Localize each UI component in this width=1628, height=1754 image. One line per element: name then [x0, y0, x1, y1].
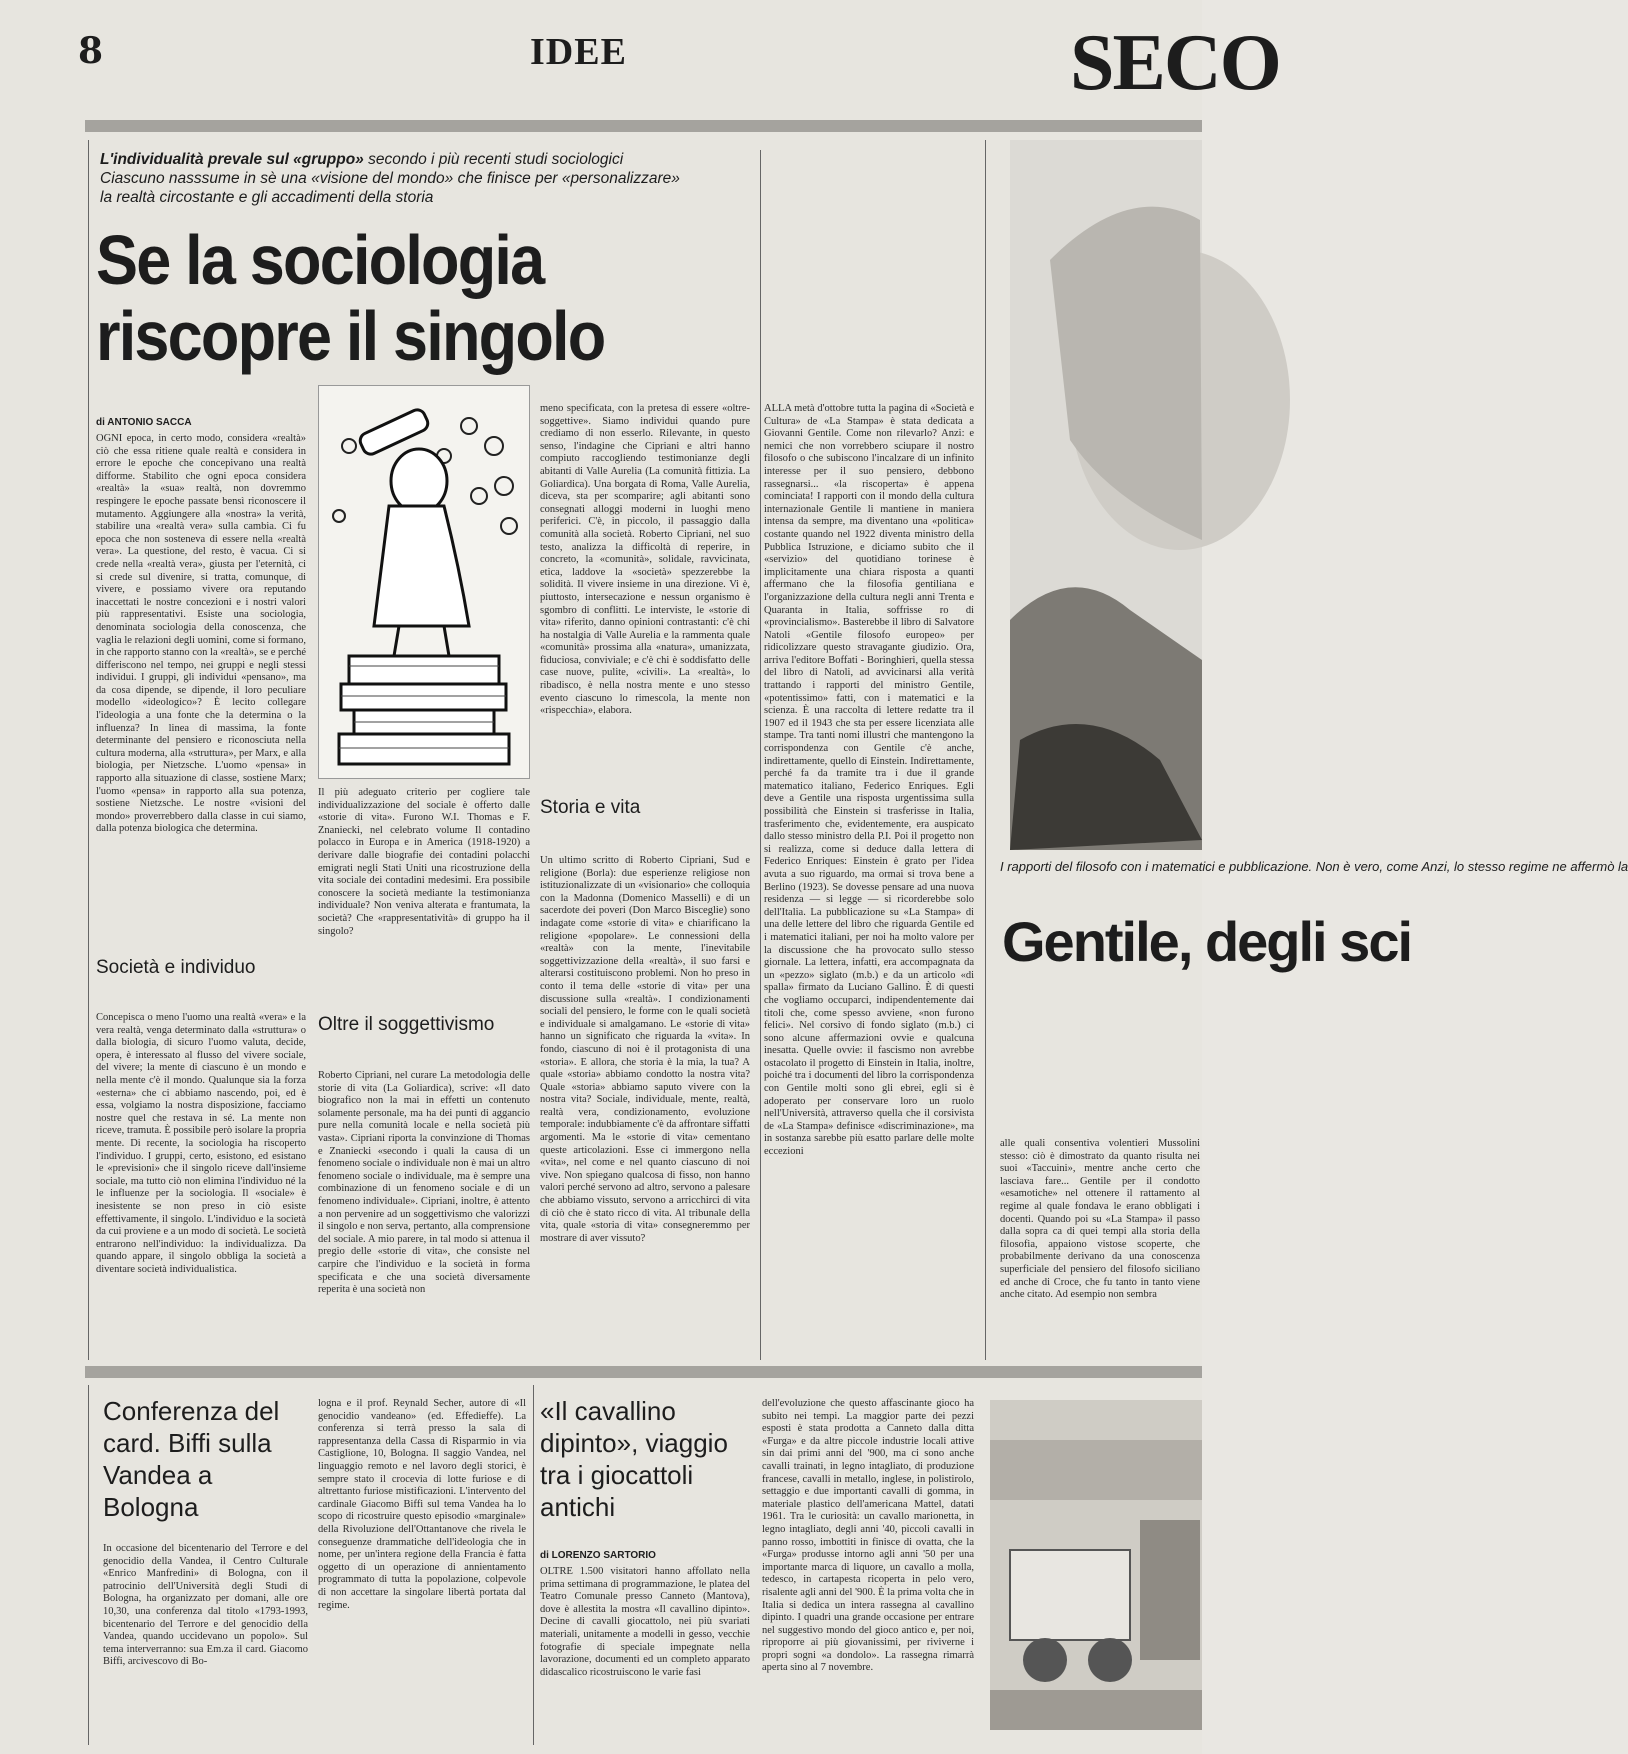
article-column-2b: Roberto Cipriani, nel curare La metodologia delle storie di vita (La Goliardica), scrive: «Il dato biografico non la mai in effetti un contenuto solamente personale, ma ha dei punti di aggancio pure nella comunità locale e nella società più vasta». Cipriani riporta la convinzione di Thomas e Znaniecki «secondo i quali la causa di un fenomeno sociale o individuale non è mai un altro fenomeno sociale o individuale, ma è sempre una combinazione di un fenomeno sociale e di un fenomeno individuale». Cipriani, inoltre, è attento a non pervenire ad un soggettivismo che valorizzi il singolo e non serva, pertanto, alla comprensione del sociale. A mio parere, in tal modo si attenua il pregio delle «storie di vita», che consiste nel carpire che l'individuo e la società in forma specificata e che una società diversamente reperita è una società non: [318, 1070, 530, 1296]
top-rule: [85, 120, 1202, 132]
cavallino-column-1: OLTRE 1.500 visitatori hanno affollato nella prima settimana di programmazione, le platea del Teatro Comunale presso Canneto (Mantova), dove è allestita la mostra «Il cavallino dipinto». Decine di cavalli giocattolo, nei più svariati materiali, unitamente a modelli in gesso, vecchie fotografie di speciale impegnate nella lavorazione, documenti ed un completo apparato didascalico ricostruiscono le varie fasi: [540, 1566, 750, 1678]
column-rule: [533, 1385, 534, 1745]
article-column-3b: Un ultimo scritto di Roberto Cipriani, Sud e religione (Borla): due esperienze religiose non istituzionalizzate di un «visionario» che colloquia con la Madonna (Domenico Masselli) e di un sacerdote dei poveri (Don Marco Bisceglie) sono indagate come «storie di vita» e chiarificano la religione «popolare». Le connessioni della «realtà» con la mente, l'inevitabile soggettivizzazione della «realtà», il suo farsi e alterarsi costituiscono problemi. Non ho preso in conto il tema delle «storie di vita» per una discussione sulla «realtà». I condizionamenti sociali del pensiero, le forme con le quali società e individuale si amalgamano. Le «storie di vita» hanno un significato che riguarda la «vita». In fondo, ciascuno di noi è il protagonista di una «storia». E allora, che storia è la mia, la tua? A quale «storia» abbiamo condotto la nostra vita? Quale «storia» abbiamo saputo vivere con la nostra vita? Sociale, individuale, mente, realtà, realtà vera, condizionamento, evoluzione temporale: indubbiamente c'è da affrontare siffatti argomenti. Ma le «storie di vita» cementano queste articolazioni. Esse ci immergono nella «vita», nel come e nel quanto ciascuno di noi vive. Non spiegano qualcosa di fisso, non hanno valori perché servono ad altro, servono a palesare che abbiamo vissuto, servono a arricchirci di vita di ciò che è stato ricco di vita. Al tribunale della vita, quale «storia di vita» consegneremmo per mostrare di aver vissuto?: [540, 855, 750, 1244]
cavallino-headline: «Il cavallino dipinto», viaggio tra i giocattoli antichi: [540, 1396, 728, 1522]
article-column-4: ALLA metà d'ottobre tutta la pagina di «Società e Cultura» de «La Stampa» è stata dedicata a Giovanni Gentile. Come non rilevarlo? Anzi: e nemici che non vorrebbero sciupare il nostro filosofo o che subiscono l'incalzare di un infinito interesse per il suo pensiero, debbono rassegnarsi... «la riscoperta» è appena cominciata! I rapporti con il mondo della cultura internazionale Gentile li mantiene in maniera intensa da sempre, ma diventano una «politica» costante quando nel 1922 diventa ministro della Pubblica Istruzione, e diciamo subito che il «servizio» del quotidiano torinese è implicitamente una chiara risposta a quanti affermano che la filosofia gentiliana e l'organizzazione della cultura negli anni Trenta e Quaranta in Italia, soffrisse ro di «provincialismo». Basterebbe il libro di Salvatore Natoli «Gentile filosofo europeo» per ridicolizzare questo stravagante giudizio. Ora, arriva l'editore Boffati - Boringhieri, quella stessa del libro di Natoli, ad avvicinarsi alla verità trattando i rapporti del ministro Gentile, «potentissimo» fatti, con i matematici e la scienza. È una raccolta di lettere redatte tra il 1907 ed il 1943 che sta per essere licenziata alle stampe. Tra tanti nomi illustri che mantengono la corrispondenza con Gentile c'è anche, indirettamente, quello di Einstein. Indirettamente, perché fa da tramite tra i due il grande matematico italiano, Federico Enriques. Egli deve a Gentile una risposta urgentissima sulla possibilità che Einstein si trasferisse in Italia, trasferimento che, evidentemente, era auspicato dallo stesso ministro della P.I. Poi il progetto non si realizza, come si deduce dalla lettera di Federico Enriques: Einstein è grato per l'idea avuta a suo riguardo, ma ormai si trova bene a Berlino (1923). Se dovesse pensare ad una nuova residenza — si legge — si ricorderebbe solo dell'Italia. La pubblicazione su «La Stampa» di una delle lettere del libro che riguarda Gentile ed i matematici italiani, per noi ha molto valore per la discussione che ha provocato sullo stesso giornale. La lettera, infatti, era accompagnata da un «pezzo» siglato (m.b.) e da un articolo «di spalla» firmato da Luciano Gallino. È di questi che vogliamo occuparci, indipendentemente dai titoli che, come spesso avviene, «non furono felici». Nel corsivo di fondo siglato (m.b.) ci sono alcune affermazioni ovvie e qualcuna inesatta. Quelle ovvie: il fascismo non avrebbe ostacolato il progetto di Einstein in Italia, inoltre, poiché tra i documenti del libro la corrispondenza con Gentile molti sono gli ebrei, egli si è adoperato per conservare loro un ruolo nell'Università, attraverso quella che il corsivista de «La Stampa» definisce «discriminazione», ma in sostanza sarebbe più esatto parlare delle molte eccezioni: [764, 403, 974, 1158]
cavallino-column-2: dell'evoluzione che questo affascinante gioco ha subito nei tempi. La maggior parte dei pezzi esposti è stata prodotta a Canneto dalla ditta «Furga» e da altre piccole industrie locali attive sin dai primi anni del '900, ma ci sono anche cavalli trainati, in legno intagliato, di produzione francese, cavalli in metallo, inglese, in polistirolo, settaggio e due importanti cavalli di gomma, in materiale plastico dell'americana Mattel, datati 1961. Tra le curiosità: un cavallo marionetta, in legno intagliato, degli anni '40, piccoli cavalli in panno rosso, imbottiti in finisce di ovatta, che la «Furga» produsse intorno agli anni '50 per una importante marca di liquore, un cavallo a molla, tedesco, in cartapesta ricoperta in pelo vero, risalente agli anni del '900. È la prima volta che in Italia si dedica un intera rassegna al cavallino dipinto. I quadri una grande occasione per entrare nel suggestivo mondo del gioco antico e, per noi, riproporre ai più giovanissimi, per riviverne i propri sogni «a dondolo». La rassegna rimarrà aperta sino al 7 novembre.: [762, 1398, 974, 1674]
illustration: [318, 385, 530, 779]
masthead: SECO: [1070, 19, 1280, 107]
column-rule: [88, 140, 89, 1360]
portrait-image: [1010, 140, 1202, 850]
column-rule: [88, 1385, 89, 1745]
cavallino-byline: di LORENZO SARTORIO: [540, 1550, 656, 1561]
subheading-societa: Società e individuo: [96, 957, 256, 978]
biffi-column-2: logna e il prof. Reynald Secher, autore di «Il genocidio vandeano» (ed. Effedieffe). La conferenza si terrà presso la sala di rappresentanza della Cassa di Risparmio in via Castiglione, 10, Bologna. Il saggio Vandea, nel linguaggio remoto e nel lavoro degli storici, è sempre stato il crocevia di lotte furiose e di altrettanto furiose mistificazioni. L'intervento del cardinale Giacomo Biffi sul tema Vandea ha lo scopo di ricostruire questo episodio «marginale» della Rivoluzione dell'Ottantanove che rivela le conseguenze drammatiche dell'ideologia che in nome, per un'intera regione della Francia è fatta oggetto di un operazione di annientamento programmato di tutta la popolazione, colpevole di non accettare la singolare libertà portata dal regime.: [318, 1398, 526, 1611]
biffi-column-1: In occasione del bicentenario del Terrore e del genocidio della Vandea, il Centro Culturale «Enrico Manfredini» di Bologna, con il patrocinio dell'Università degli Studi di Bologna, ha organizzato per domani, alle ore 10,30, una conferenza dal titolo «1793-1993, bicentenario del Terrore e del genocidio della Vandea, quando uccidevano un popolo». Sul tema interverranno: sua Em.za il card. Giacomo Biffi, arcivescovo di Bo-: [103, 1543, 308, 1668]
article-column-1b: Concepisca o meno l'uomo una realtà «vera» e la vera realtà, venga determinato dalla «struttura» o dalla biologia, di sicuro l'uomo valuta, decide, opera, è interessato al flusso del vivere sociale, del vivere; la mente di ciascuno è un mondo e nella mente c'è il mondo. Qualunque sia la forza «esterna» che ci abbiamo nascendo, poi, ed è essa, volgiamo la nostra disposizione, facciamo nostre quel che restava in sé. La mente non riceve, tramuta. È possibile però isolare la propria mente. Di recente, la sociologia ha riscoperto l'individuo. I gruppi, certo, esistono, ed esistano le «previsioni» che il singolo riceve dall'insieme sociale, ma tutto ciò non elimina l'individuo né la le influenze per la sociologia. Il «sociale» è inesistente se non preso in ciò esiste effettivamente, il singolo. L'individuo e la società da cui proviene e a un modo di società. Le società entrarono nell'individuo: la individualizza. Da quando appare, il singolo obbliga la società a diventare società individualistica.: [96, 1012, 306, 1275]
byline: di ANTONIO SACCA: [96, 417, 192, 428]
article-column-2a: Il più adeguato criterio per cogliere tale individualizzazione del sociale è offerto dalle «storie di vita». Furono W.I. Thomas e F. Znaniecki, nel celebrato volume Il contadino polacco in Europa e in America (1918-1920) a derivare dalle biografie dei contadini polacchi emigrati negli Stati Uniti una ricostruzione della vita sociale dei contadini medesimi. Era possibile conoscere la società mediante la testimonianza individuale? Non veniva alterata e frantumata, la società? Che «rappresentatività» di gruppo ha il singolo?: [318, 787, 530, 937]
portrait-photo: [1010, 140, 1202, 850]
kicker: L'individualità prevale sul «gruppo» secondo i più recenti studi sociologici Ciascuno nasssume in sè una «visione del mondo» che finisce per «personalizzare» la realtà circostante e gli accadimenti della storia: [100, 151, 680, 206]
toy-photo: [990, 1400, 1202, 1730]
toy-image: [990, 1400, 1202, 1730]
article-column-1a: OGNI epoca, in certo modo, considera «realtà» ciò che essa ritiene quale realtà e considera in errore le epoche che concepivano una realtà difforme. Stabilito che ogni epoca considera «realtà» la «sua» realtà, non dovremmo respingere le epoche passate bensì riconoscere il mutamento. Aggiungere alla «nostra» la verità, stabilire una «realtà vera» sulla cambia. Ci fu epoca che non sosteneva di essere nella «realtà vera». La questione, del resto, è vacua. Ci si crede nella «realtà vera», giusta per l'eternità, ci si crede sul divenire, si tratta, comunque, di vivere, e possiamo vivere ora reputando inaccettati le nostre concezioni e i nostri valori più rappresentativi. Esiste una sociologia, denominata sociologia della conoscenza, che vaglia le relazioni degli uomini, come si formano, in che rapporto stanno con la «realtà», se e perché differiscono nel tempo, nei gruppi e negli stessi individui. I gruppi, gli individui «pensano», ma da cosa dipende, se dipende, il loro peculiare modello «ideologico»? È lecito collegare l'ideologia a una fonte che la determina o la influenza? In linea di massima, la fonte determinante del pensiero e riconosciuta nella cultura moderna, alla «struttura», per Marx, e alla biologia, per Nietzsche. L'uomo «pensa» in rapporto alla situazione di classe, sostiene Marx; l'uomo «pensa» in rapporto alla sua potenza, sostiene Nietzsche. Le nostre «visioni del mondo» proverrebbero dalla classe in cui siamo, dalla potenza biologica che determina.: [96, 433, 306, 835]
column-rule: [760, 150, 761, 1360]
astronomer-illustration: [319, 386, 529, 778]
article-column-3a: meno specificata, con la pretesa di essere «oltre-soggettive». Siamo individui quando pure crediamo di non esserlo. Rilevante, in questo senso, l'indagine che Cipriani e altri hanno compiuto raccogliendo testimonianze degli abitanti di Valle Aurelia (La comunità fittizia. La Goliardica). Una borgata di Roma, Valle Aurelia, diceva, sta per scomparire; agli abitanti sono consegnati alloggi moderni in luoghi meno periferici. C'è, in piccolo, il passaggio dalla comunità alla società. Roberto Cipriani, nel suo testo, analizza la difficoltà di reperire, in concreto, la «comunità», solidale, ravvicinata, etica, laddove la «società» spezzerebbe la solidità. Il vivere insieme in una direzione. Vi è, piuttosto, intersecazione e nessun organismo è sgombro di conflitti. Le interviste, le «storie di vita» riferito, danno opinioni contrastanti: c'è chi ha nostalgia di Valle Aurelia e la rammenta quale «comunità» prossima alla «natura», umanizzata, fiduciosa, conviviale; e c'è chi è soddisfatto delle case nuove, pulite, «civili». La «realtà», lo ribadisco, è nella nostra mente e uno stesso evento ciascuno lo rimescola, la mente non «rispecchia», elabora.: [540, 403, 750, 717]
middle-rule: [85, 1366, 1202, 1378]
biffi-headline: Conferenza del card. Biffi sulla Vandea a Bologna: [103, 1396, 280, 1522]
page-number: 8: [78, 30, 104, 72]
section-title: IDEE: [530, 31, 627, 73]
gentile-headline: Gentile, degli sci: [1002, 910, 1412, 973]
subheading-storia: Storia e vita: [540, 797, 641, 818]
article-column-5: alle quali consentiva volentieri Mussolini stesso: ciò è dimostrato da quanto risulta nei suoi «Taccuini», mentre anche certo che lasciava fare... Gentile per il condotto «esamotiche» nel ottenere il rattamento al regime al quale fondava le erano obbligati i docenti. Quando poi su «La Stampa» il passo dalla sopra ca di quei tempi alla storia della filosofia, appaiono vistose scoperte, che probabilmente derivano da una conoscenza superficiale del pensiero del filosofo siciliano ed anche di Croce, che fu tanto in tanto viene anche citato. Ad esempio non sembra: [1000, 1138, 1200, 1301]
headline: Se la sociologia riscopre il singolo: [96, 221, 605, 375]
column-rule: [985, 140, 986, 1360]
subheading-oltre: Oltre il soggettivismo: [318, 1014, 495, 1035]
photo-caption: I rapporti del filosofo con i matematici e pubblicazione. Non è vero, come Anzi, lo stesso regime ne affermò la: [1000, 859, 1628, 874]
